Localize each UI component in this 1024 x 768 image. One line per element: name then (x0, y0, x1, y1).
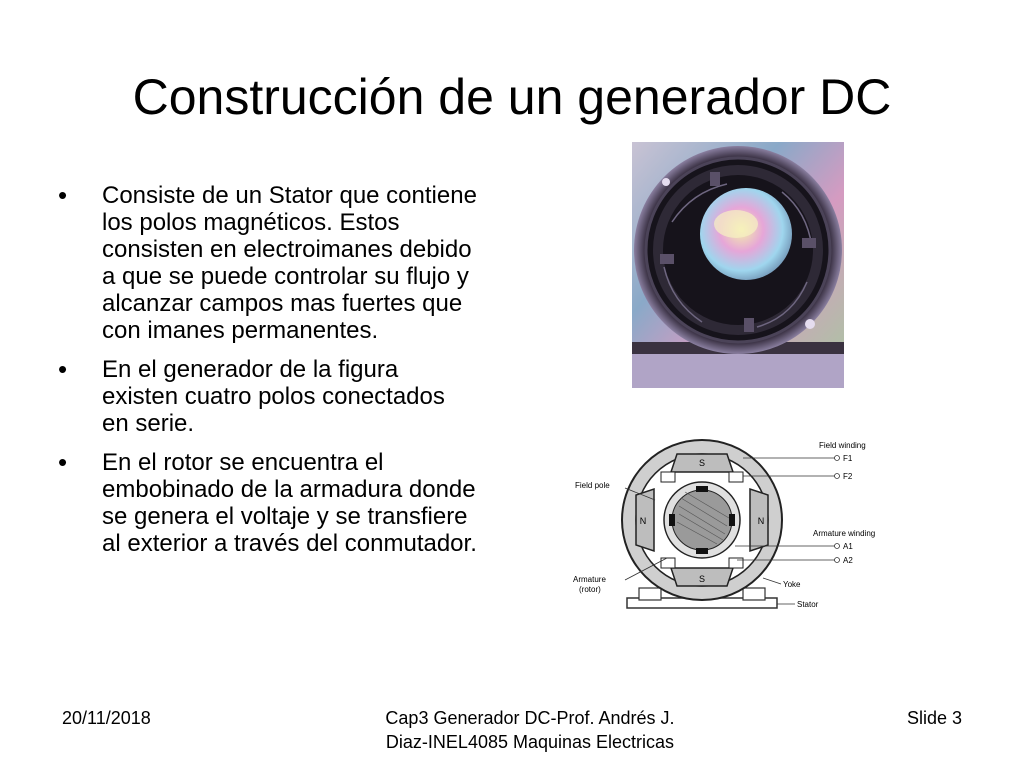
label-a2: A2 (843, 556, 853, 565)
bullet-text: Consiste de un Stator que contiene los polos magnéticos. Estos consisten en electroimanes debido a que se puede controlar su flujo y alcanzar campos mas fuertes que con imanes permanentes. (102, 182, 477, 344)
slide-title: Construcción de un generador DC (132, 69, 892, 125)
footer-course-line-1: Cap3 Generador DC-Prof. Andrés J. (385, 708, 675, 728)
pole-label-right: N (757, 516, 765, 526)
label-f1: F1 (843, 454, 853, 463)
bullet-list (58, 182, 478, 569)
footer-course-line-2: Diaz-INEL4085 Maquinas Electricas (385, 732, 675, 752)
footer-course-info (340, 706, 720, 754)
label-stator: Stator (797, 600, 819, 609)
label-field-winding: Field winding (819, 441, 866, 450)
label-armature-winding: Armature winding (813, 529, 876, 538)
bullet-item (58, 449, 478, 557)
label-a1: A1 (843, 542, 853, 551)
generator-diagram (555, 428, 903, 632)
footer-slide-number: Slide 3 (906, 708, 962, 728)
label-field-pole: Field pole (575, 481, 610, 490)
bullet-marker: • (58, 354, 68, 384)
label-yoke: Yoke (783, 580, 801, 589)
pole-label-left: N (639, 516, 647, 526)
bullet-item (58, 182, 478, 344)
label-rotor: (rotor) (579, 585, 601, 594)
bullet-text: En el rotor se encuentra el embobinado de la armadura donde se genera el voltaje y se transfiere al exterior a través del conmutador. (102, 449, 477, 557)
bullet-marker: • (58, 180, 68, 210)
label-armature: Armature (573, 575, 606, 584)
stator-photo (632, 142, 844, 388)
bullet-text: En el generador de la figura existen cuatro polos conectados en serie. (102, 356, 445, 437)
label-f2: F2 (843, 472, 853, 481)
bullet-item (58, 356, 478, 437)
pole-label-bottom: S (698, 574, 706, 584)
pole-label-top: S (698, 458, 706, 468)
bullet-marker: • (58, 447, 68, 477)
footer-date: 20/11/2018 (62, 708, 151, 728)
